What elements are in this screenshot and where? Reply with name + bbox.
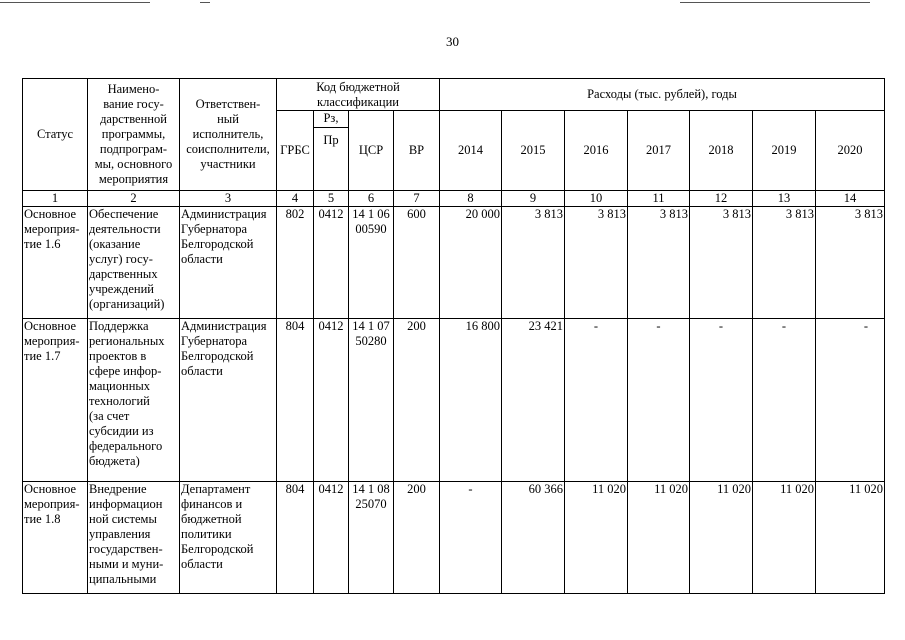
row-grbs: 804: [277, 319, 314, 482]
row-rzpr: 0412: [314, 319, 349, 482]
column-index: 3: [180, 191, 277, 207]
column-index: 14: [816, 191, 885, 207]
scan-edge-line-left: [0, 2, 150, 3]
header-year: 2016: [565, 111, 628, 191]
row-responsible: Администрация Губернатора Белгородской области: [180, 207, 277, 319]
row-value: 60 366: [502, 482, 565, 594]
row-vr: 200: [394, 482, 440, 594]
header-program-name: Наимено- вание госу- дарственной программы, подпрограм- мы, основного мероприятия: [88, 79, 180, 191]
header-year: 2015: [502, 111, 565, 191]
header-year: 2018: [690, 111, 753, 191]
row-value: 3 813: [816, 207, 885, 319]
header-rz: Рз,: [314, 111, 348, 128]
row-value: 11 020: [690, 482, 753, 594]
row-status: Основное мероприя- тие 1.8: [23, 482, 88, 594]
row-csr: 14 1 07 50280: [349, 319, 394, 482]
table-row: [23, 207, 885, 319]
row-value: -: [753, 319, 816, 482]
row-value: 3 813: [502, 207, 565, 319]
table-row: [23, 319, 885, 482]
row-value: 3 813: [628, 207, 690, 319]
header-year: 2014: [440, 111, 502, 191]
header-year: 2017: [628, 111, 690, 191]
column-index: 13: [753, 191, 816, 207]
header-responsible: Ответствен- ный исполнитель, соисполнители, участники: [180, 79, 277, 191]
column-index: 10: [565, 191, 628, 207]
row-vr: 200: [394, 319, 440, 482]
scan-edge-line-mid: [200, 2, 210, 3]
row-status: Основное мероприя- тие 1.6: [23, 207, 88, 319]
row-value: 11 020: [565, 482, 628, 594]
table-row: [23, 482, 885, 594]
header-pr: Пр: [323, 133, 339, 147]
column-index: 12: [690, 191, 753, 207]
column-index: 7: [394, 191, 440, 207]
row-program-name: Поддержка региональных проектов в сфере инфор- мационных технологий (за счет субсидии из федерального бюджета): [88, 319, 180, 482]
header-rz-pr: [314, 111, 349, 191]
column-index: 5: [314, 191, 349, 207]
budget-table: [22, 78, 885, 594]
header-csr: ЦСР: [349, 111, 394, 191]
scan-edge-line-right: [680, 2, 870, 3]
column-index: 9: [502, 191, 565, 207]
row-csr: 14 1 06 00590: [349, 207, 394, 319]
row-value: 3 813: [565, 207, 628, 319]
header-year: 2020: [816, 111, 885, 191]
row-value: 3 813: [753, 207, 816, 319]
row-value: -: [690, 319, 753, 482]
column-index: 1: [23, 191, 88, 207]
column-index: 2: [88, 191, 180, 207]
column-index: 6: [349, 191, 394, 207]
header-status: Статус: [23, 79, 88, 191]
row-grbs: 804: [277, 482, 314, 594]
row-program-name: Внедрение информацион ной системы управления государствен- ными и муни- ципальными: [88, 482, 180, 594]
row-rzpr: 0412: [314, 207, 349, 319]
row-responsible: Департамент финансов и бюджетной политики Белгородской области: [180, 482, 277, 594]
row-value: 11 020: [753, 482, 816, 594]
row-value: -: [816, 319, 885, 482]
row-rzpr: 0412: [314, 482, 349, 594]
row-value: 11 020: [628, 482, 690, 594]
row-value: 11 020: [816, 482, 885, 594]
row-value: 20 000: [440, 207, 502, 319]
row-value: -: [628, 319, 690, 482]
page-number: 30: [446, 34, 459, 49]
row-value: 23 421: [502, 319, 565, 482]
header-vr: ВР: [394, 111, 440, 191]
row-value: 16 800: [440, 319, 502, 482]
row-csr: 14 1 08 25070: [349, 482, 394, 594]
header-grbs: ГРБС: [277, 111, 314, 191]
column-index: 8: [440, 191, 502, 207]
row-status: Основное мероприя- тие 1.7: [23, 319, 88, 482]
row-value: -: [440, 482, 502, 594]
header-expenses: Расходы (тыс. рублей), годы: [440, 79, 885, 111]
column-index: 11: [628, 191, 690, 207]
row-vr: 600: [394, 207, 440, 319]
header-year: 2019: [753, 111, 816, 191]
row-grbs: 802: [277, 207, 314, 319]
row-value: -: [565, 319, 628, 482]
column-index: 4: [277, 191, 314, 207]
row-value: 3 813: [690, 207, 753, 319]
header-budget-code: Код бюджетной классификации: [277, 79, 440, 111]
row-responsible: Администрация Губернатора Белгородской области: [180, 319, 277, 482]
row-program-name: Обеспечение деятельности (оказание услуг) госу- дарственных учреждений (организаций): [88, 207, 180, 319]
column-index-row: [23, 191, 885, 207]
